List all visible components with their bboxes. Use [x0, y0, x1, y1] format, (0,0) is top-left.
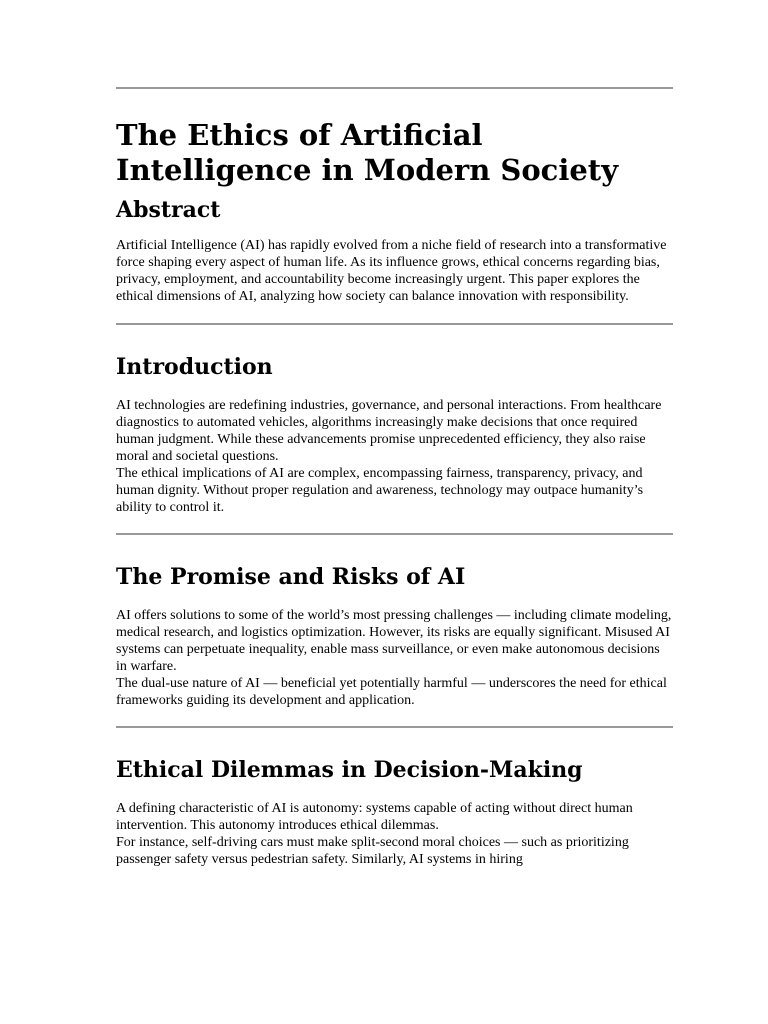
paragraph: The dual-use nature of AI — beneficial yet potentially harmful — underscores the need for ethical frameworks guiding its development and application. — [116, 676, 667, 708]
section-body-promise-and-risks — [116, 607, 673, 709]
paragraph: AI technologies are redefining industries, governance, and personal interactions. From healthcare diagnostics to automated vehicles, algorithms increasingly make decisions that once required human judgment. While these advancements promise unprecedented efficiency, they also raise moral and societal questions. — [116, 398, 662, 464]
section-divider — [116, 726, 673, 728]
paragraph: For instance, self-driving cars must make split-second moral choices — such as prioritizing passenger safety versus pedestrian safety. Similarly, AI systems in hiring — [116, 835, 629, 867]
section-heading-promise-and-risks: The Promise and Risks of AI — [116, 564, 466, 590]
section-body-ethical-dilemmas — [116, 800, 673, 868]
section-heading-ethical-dilemmas: Ethical Dilemmas in Decision-Making — [116, 757, 583, 783]
top-divider — [116, 87, 673, 89]
section-divider — [116, 533, 673, 535]
document-title: The Ethics of Artificial Intelligence in Modern Society — [116, 118, 619, 187]
section-divider — [116, 323, 673, 325]
paragraph: AI offers solutions to some of the world’s most pressing challenges — including climate modeling, medical research, and logistics optimization. However, its risks are equally significant. Misused AI systems can perpetuate inequality, enable mass surveillance, or even make autonomous decisions in warfare. — [116, 608, 672, 674]
paragraph: The ethical implications of AI are complex, encompassing fairness, transparency, privacy, and human dignity. Without proper regulation and awareness, technology may outpace humanity’s ability to control it. — [116, 466, 644, 515]
section-heading-abstract: Abstract — [116, 197, 221, 223]
paragraph: Artificial Intelligence (AI) has rapidly evolved from a niche field of research into a transformative force shaping every aspect of human life. As its influence grows, ethical concerns regarding bias, privacy, employment, and accountability become increasingly urgent. This paper explores the ethical dimensions of AI, analyzing how society can balance innovation with responsibility. — [116, 238, 667, 304]
section-heading-introduction: Introduction — [116, 354, 273, 380]
section-body-introduction — [116, 397, 673, 516]
document-page — [116, 87, 673, 868]
section-body-abstract — [116, 237, 673, 305]
paragraph: A defining characteristic of AI is autonomy: systems capable of acting without direct human intervention. This autonomy introduces ethical dilemmas. — [116, 801, 633, 833]
